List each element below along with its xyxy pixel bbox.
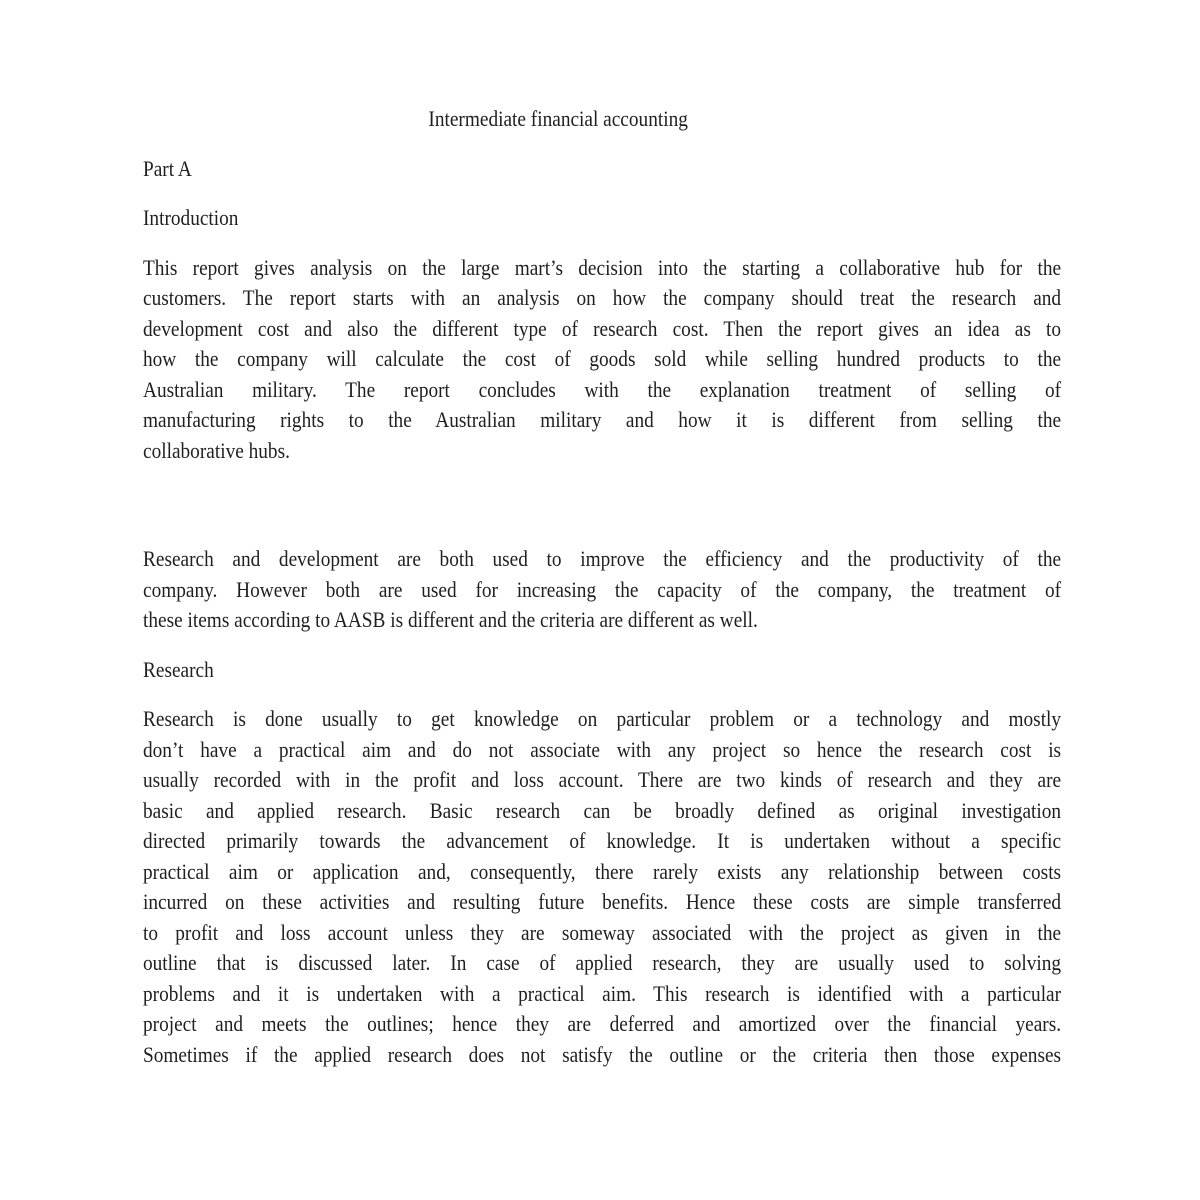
text-line: problems and it is undertaken with a practical aim. This research is identified with a particular [143, 980, 1062, 1006]
text-line: company. However both are used for increasing the capacity of the company, the treatment of [143, 576, 1062, 602]
document-body [143, 104, 1061, 1089]
heading-part-a: Part A [143, 155, 192, 181]
text-line: these items according to AASB is different and the criteria are different as well. [143, 607, 758, 632]
heading-introduction: Introduction [143, 205, 239, 230]
text-line: Research is done usually to get knowledge on particular problem or a technology and mostly [143, 706, 1062, 731]
text-line: incurred on these activities and resulting future benefits. Hence these costs are simple transferred [143, 889, 1062, 914]
document-title: Intermediate financial accounting [428, 106, 688, 131]
text-line: basic and applied research. Basic research can be broadly defined as original investigation [143, 797, 1062, 823]
blank-line [143, 485, 1061, 525]
text-line: don’t have a practical aim and do not associate with any project so hence the research cost is [143, 736, 1062, 762]
text-line: how the company will calculate the cost of goods sold while selling hundred products to the [143, 346, 1062, 371]
heading-research: Research [143, 656, 214, 682]
text-line: directed primarily towards the advancement of knowledge. It is undertaken without a specific [143, 828, 1062, 853]
paragraph-research-body [143, 704, 1061, 1070]
text-line: practical aim or application and, consequently, there rarely exists any relationship between costs [143, 858, 1062, 884]
text-line: project and meets the outlines; hence they are deferred and amortized over the financial years. [143, 1011, 1062, 1036]
text-line: This report gives analysis on the large mart’s decision into the starting a collaborative hub for the [143, 254, 1062, 280]
text-line: manufacturing rights to the Australian military and how it is different from selling the [143, 407, 1062, 432]
text-line: outline that is discussed later. In case of applied research, they are usually used to solving [143, 950, 1062, 975]
text-line: development cost and also the different type of research cost. Then the report gives an idea as to [143, 315, 1062, 341]
text-line: Australian military. The report concludes with the explanation treatment of selling of [143, 376, 1062, 402]
text-line: to profit and loss account unless they are someway associated with the project as given in the [143, 919, 1062, 945]
text-line: customers. The report starts with an analysis on how the company should treat the research and [143, 285, 1062, 310]
text-line: collaborative hubs. [143, 437, 290, 463]
paragraph-introduction [143, 253, 1061, 467]
text-line: Sometimes if the applied research does not satisfy the outline or the criteria then those expenses [143, 1041, 1062, 1067]
text-line: Research and development are both used to improve the efficiency and the productivity of the [143, 546, 1062, 571]
text-line: usually recorded with in the profit and loss account. There are two kinds of research and they are [143, 767, 1062, 792]
paragraph-rnd-overview [143, 544, 1061, 636]
